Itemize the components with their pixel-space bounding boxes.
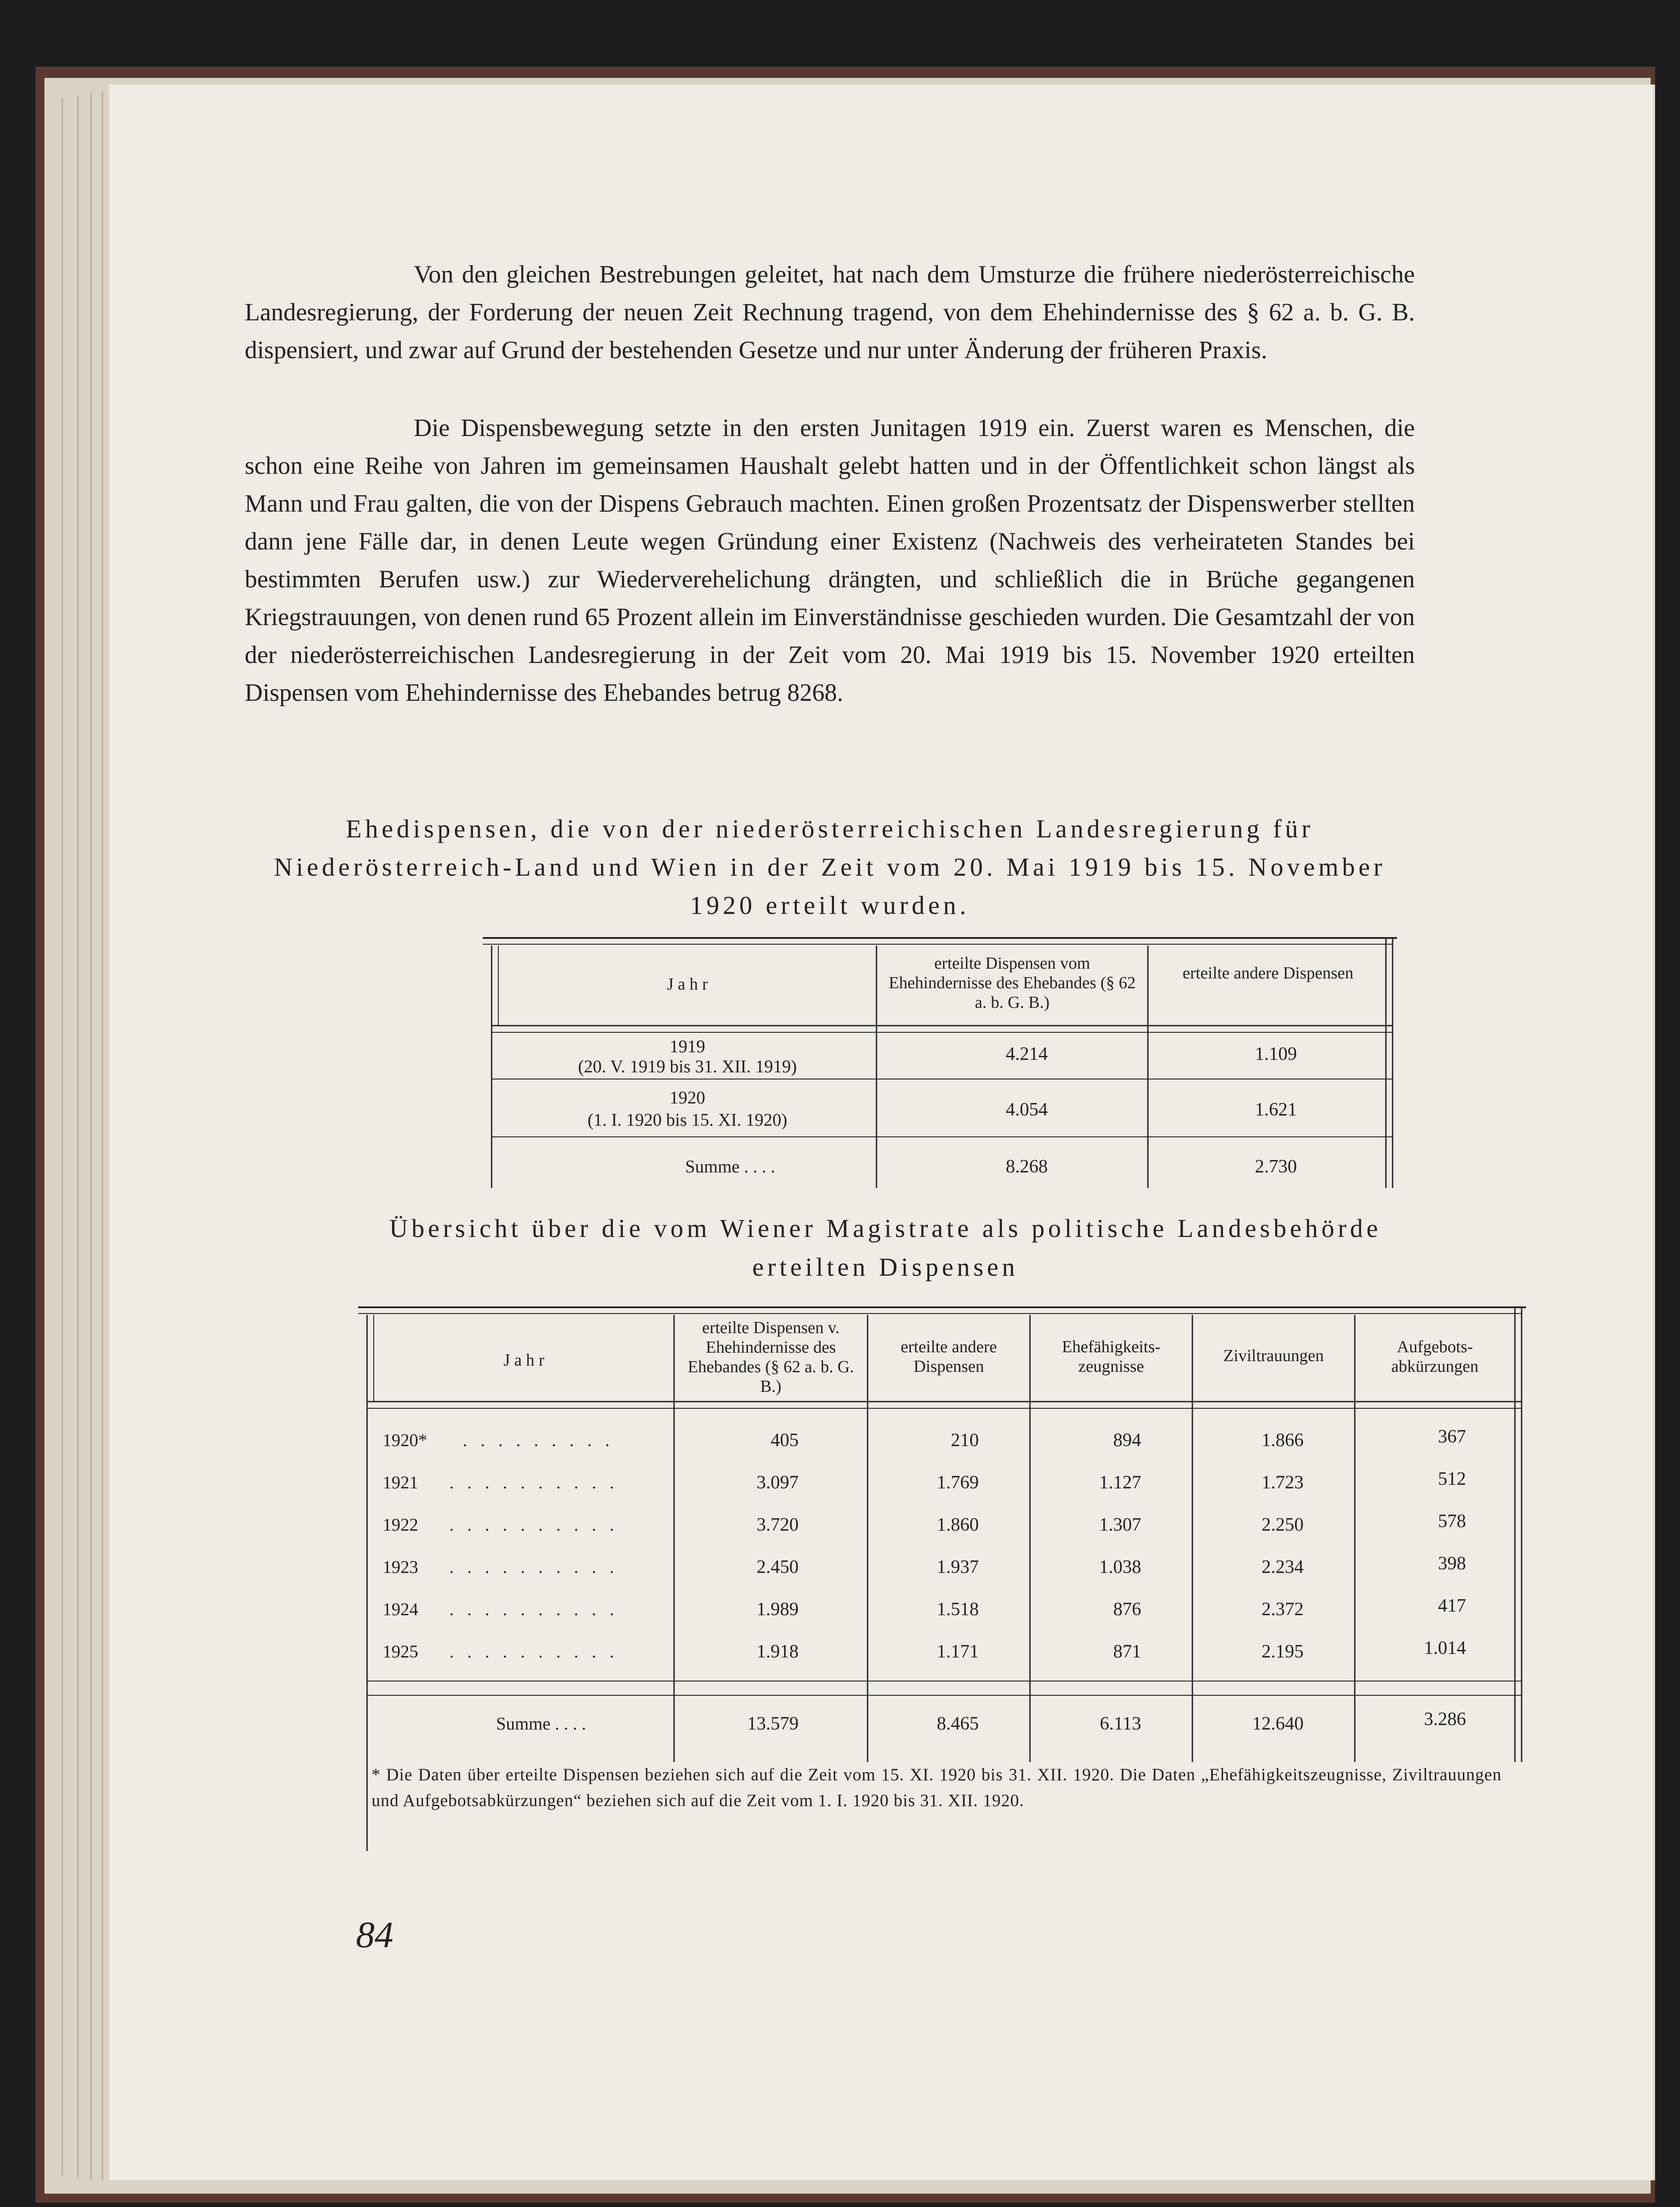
table2-row-ehefaehig: 871	[1113, 1641, 1141, 1662]
table2-sum-label: Summe . . . .	[496, 1714, 586, 1734]
table2-row-ehefaehig: 1.307	[1099, 1515, 1141, 1535]
table2-row-dispens-ehe: 405	[771, 1430, 799, 1451]
table2-row-year: 1920*	[383, 1430, 427, 1450]
table1-row-1919-dispens-ehe: 4.214	[1006, 1044, 1048, 1064]
body-paragraph-1: Von den gleichen Bestrebungen geleitet, hat nach dem Umsturze die frühere niederösterreichische Landesregierung, der Forderung der neuen Zeit Rechnung tragend, von dem Ehehindernisse des § 62 a. b. G. B. dispensiert, und zwar auf Grund der bestehenden Gesetze und nur unter Änderung der früheren Praxis.	[245, 261, 1415, 364]
table2-row-zivil: 2.372	[1261, 1599, 1304, 1620]
table2-row-andere: 1.860	[937, 1515, 979, 1535]
table2-row-leader: . . . . . . . . .	[463, 1430, 614, 1450]
table2-row-year: 1925	[383, 1641, 418, 1661]
table1-row-1920-range: (1. I. 1920 bis 15. XI. 1920)	[587, 1110, 788, 1130]
table2-row-dispens-ehe: 3.720	[756, 1515, 799, 1535]
page-number: 84	[356, 1914, 393, 1956]
table2-heading-line2: erteilten Dispensen	[752, 1253, 1019, 1281]
table2-row-ehefaehig: 1.038	[1099, 1557, 1141, 1577]
table1-row-1919-year: 1919	[670, 1036, 705, 1056]
table2-row-zivil: 2.195	[1261, 1641, 1304, 1662]
table2-header-zivil: Ziviltrauungen	[1223, 1346, 1324, 1365]
table2-sum-ehefaehig: 6.113	[1100, 1714, 1141, 1734]
table2-row-leader: . . . . . . . . . .	[449, 1557, 618, 1577]
table2-row-dispens-ehe: 1.989	[756, 1599, 799, 1620]
table2-row-andere: 1.937	[937, 1557, 979, 1577]
table2-row-andere: 1.769	[937, 1472, 979, 1493]
table1-row-1920-andere: 1.621	[1255, 1099, 1297, 1120]
table2-sum-dispens-ehe: 13.579	[747, 1714, 799, 1734]
table1-header-dispens-ehe: erteilte Dispensen vom Ehehindernisse des Ehebandes (§ 62 a. b. G. B.)	[888, 954, 1136, 1012]
table2-row-ehefaehig: 1.127	[1099, 1472, 1141, 1493]
table1-sum-andere: 2.730	[1255, 1156, 1297, 1177]
table2-row-leader: . . . . . . . . . .	[449, 1472, 618, 1492]
table2-sum-andere: 8.465	[937, 1714, 979, 1734]
table2-header-andere: erteilte andere Dispensen	[901, 1338, 997, 1376]
table2-row-year: 1922	[383, 1515, 418, 1535]
table1-sum-label: Summe . . . .	[685, 1156, 775, 1176]
table2-footnote: * Die Daten über erteilte Dispensen beziehen sich auf die Zeit vom 15. XI. 1920 bis 31. XII. 1920. Die Daten „Ehefähigkeitszeugnisse, Ziviltrauungen und Aufgebotsabkürzungen“ beziehen sich auf die Zeit vom 1. I. 1920 bis 31. XII. 1920.	[372, 1765, 1502, 1810]
table2-row-leader: . . . . . . . . . .	[449, 1599, 618, 1619]
table2-row-aufgebot: 417	[1438, 1596, 1466, 1616]
table2-header-aufgebot: Aufgebots-abkürzungen	[1391, 1338, 1479, 1376]
table2-row-dispens-ehe: 1.918	[756, 1641, 799, 1662]
table2-row-year: 1924	[383, 1599, 418, 1619]
table2-row-ehefaehig: 894	[1113, 1430, 1141, 1451]
table1-heading: Ehedispensen, die von der niederösterreichischen Landesregierung für Niederösterreich-Land und Wien in der Zeit vom 20. Mai 1919 bis 15. November 1920 erteilt wurden.	[274, 814, 1386, 920]
table2-row-year: 1923	[383, 1557, 418, 1577]
table2-sum-zivil: 12.640	[1252, 1714, 1304, 1734]
table2-row-andere: 1.171	[937, 1641, 979, 1662]
table2-sum-aufgebot: 3.286	[1424, 1709, 1466, 1730]
table2-row-ehefaehig: 876	[1113, 1599, 1141, 1620]
table1-row-1919-range: (20. V. 1919 bis 31. XII. 1919)	[578, 1056, 797, 1076]
table1-row-1919-andere: 1.109	[1255, 1044, 1297, 1064]
table2-row-year: 1921	[383, 1472, 418, 1492]
table2-row-andere: 210	[951, 1430, 979, 1451]
table2-header-dispens-ehe: erteilte Dispensen v. Ehehindernisse des Ehebandes (§ 62 a. b. G. B.)	[687, 1318, 854, 1396]
table1-row-1920-year: 1920	[670, 1087, 705, 1108]
table2-row-dispens-ehe: 3.097	[756, 1472, 799, 1493]
table2-heading-line1: Übersicht über die vom Wiener Magistrate als politische Landesbehörde	[389, 1214, 1382, 1243]
table1-row-1920-dispens-ehe: 4.054	[1006, 1099, 1048, 1120]
table2-header-ehefaehig: Ehefähigkeits-zeugnisse	[1062, 1338, 1161, 1376]
table2-row-zivil: 2.250	[1261, 1515, 1304, 1535]
table2-row-leader: . . . . . . . . . .	[449, 1515, 618, 1535]
table1-header-year: J a h r	[667, 975, 708, 994]
body-paragraph-2: Die Dispensbewegung setzte in den ersten Junitagen 1919 ein. Zuerst waren es Menschen, die schon eine Reihe von Jahren im gemeinsamen Haushalt gelebt hatten und in der Öffentlichkeit schon längst als Mann und Frau galten, die von der Dispens Gebrauch machten. Einen großen Prozentsatz der Dispenswerber stellten dann jene Fälle dar, in denen Leute wegen Gründung einer Existenz (Nachweis des verheirateten Standes bei bestimmten Berufen usw.) zur Wiederverehelichung drängten, und schließlich die in Brüche gegangenen Kriegstrauungen, von denen rund 65 Prozent allein im Einverständnisse geschieden wurden. Die Gesamtzahl der von der niederösterreichischen Landesregierung in der Zeit vom 20. Mai 1919 bis 15. November 1920 erteilten Dispensen vom Ehehindernisse des Ehebandes betrug 8268.	[245, 414, 1415, 707]
table2-row-aufgebot: 1.014	[1424, 1638, 1466, 1658]
table2-row-aufgebot: 367	[1438, 1427, 1466, 1447]
table2-row-zivil: 1.866	[1261, 1430, 1304, 1451]
table2-row-zivil: 1.723	[1261, 1472, 1304, 1493]
table1-sum-dispens-ehe: 8.268	[1006, 1156, 1048, 1177]
table2-row-zivil: 2.234	[1261, 1557, 1304, 1577]
table2-row-leader: . . . . . . . . . .	[449, 1641, 618, 1661]
table2-row-aufgebot: 398	[1438, 1553, 1466, 1574]
table2-row-aufgebot: 512	[1438, 1469, 1466, 1489]
table2-row-andere: 1.518	[937, 1599, 979, 1620]
table2-row-aufgebot: 578	[1438, 1511, 1466, 1532]
table2-row-dispens-ehe: 2.450	[756, 1557, 799, 1577]
table1-header-andere: erteilte andere Dispensen	[1182, 964, 1354, 982]
table2-header-year: J a h r	[503, 1351, 545, 1370]
